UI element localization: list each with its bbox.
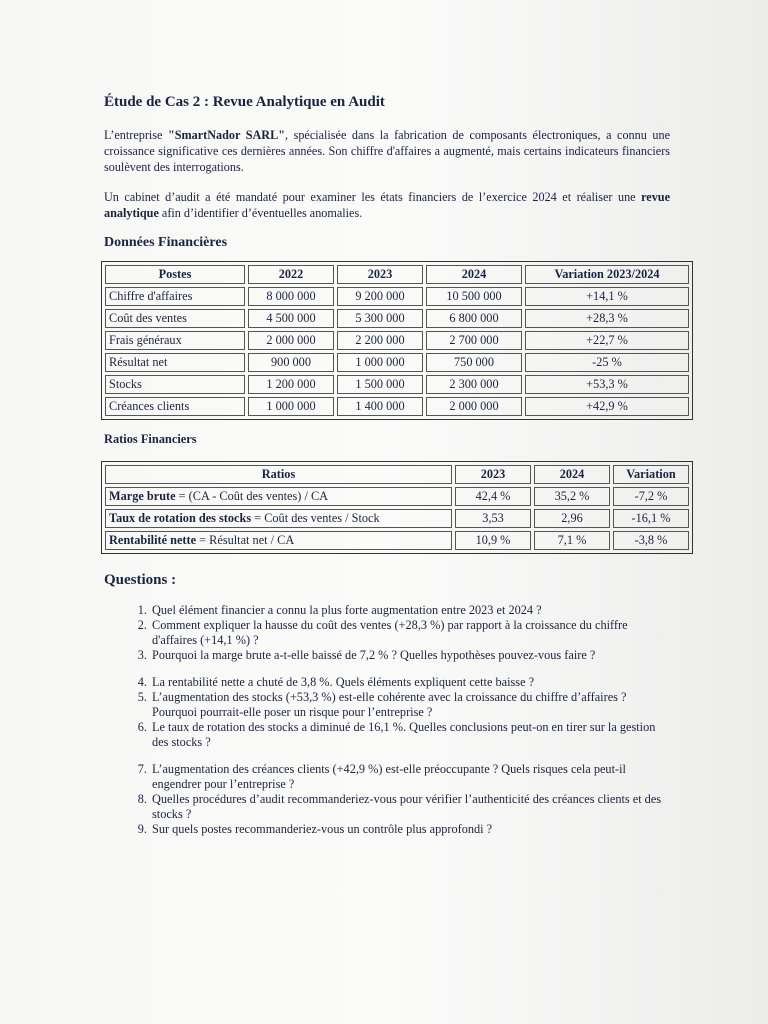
- table-cell: 5 300 000: [337, 309, 423, 328]
- table-cell: 1 400 000: [337, 397, 423, 416]
- ratio-label: [105, 509, 452, 528]
- table-cell: -25 %: [525, 353, 689, 372]
- list-item: 9. Sur quels postes recommanderiez-vous un contrôle plus approfondi ?: [150, 822, 670, 837]
- ratio-label: [105, 531, 452, 550]
- table-cell: 900 000: [248, 353, 334, 372]
- list-item: 1. Quel élément financier a connu la plus forte augmentation entre 2023 et 2024 ?: [150, 603, 670, 618]
- table-cell: 1 500 000: [337, 375, 423, 394]
- row-label: Résultat net: [105, 353, 245, 372]
- list-item: 6. Le taux de rotation des stocks a diminué de 16,1 %. Quelles conclusions peut-on en tirer sur la gestion des stocks ?: [150, 720, 670, 750]
- ratio-name: Rentabilité nette: [109, 533, 197, 547]
- intro-text: L’entreprise: [104, 128, 168, 142]
- table-header-row: [105, 265, 689, 284]
- list-item: 5. L’augmentation des stocks (+53,3 %) est-elle cohérente avec la croissance du chiffre d’affaires ? Pourquoi pourrait-elle poser un risque pour l’entreprise ?: [150, 690, 670, 720]
- row-label: Coût des ventes: [105, 309, 245, 328]
- row-label: Stocks: [105, 375, 245, 394]
- table-row: [105, 331, 689, 350]
- table-cell: 8 000 000: [248, 287, 334, 306]
- ratios-heading: Ratios Financiers: [104, 432, 197, 446]
- row-label: Créances clients: [105, 397, 245, 416]
- table-row: [105, 531, 689, 550]
- intro-paragraph-1: [104, 127, 670, 175]
- row-label: Chiffre d'affaires: [105, 287, 245, 306]
- table-cell: 2 300 000: [426, 375, 522, 394]
- table-cell: 2 700 000: [426, 331, 522, 350]
- table-cell: 10,9 %: [455, 531, 531, 550]
- list-item: 8. Quelles procédures d’audit recommanderiez-vous pour vérifier l’authenticité des créances clients et des stocks ?: [150, 792, 670, 822]
- list-item: 4. La rentabilité nette a chuté de 3,8 %. Quels éléments expliquent cette baisse ?: [150, 675, 670, 690]
- list-item: 2. Comment expliquer la hausse du coût des ventes (+28,3 %) par rapport à la croissance du chiffre d'affaires (+14,1 %) ?: [150, 618, 670, 648]
- table-cell: 2 000 000: [248, 331, 334, 350]
- ratio-name: Marge brute: [109, 489, 176, 503]
- table-cell: 42,4 %: [455, 487, 531, 506]
- table-cell: 3,53: [455, 509, 531, 528]
- table-cell: 1 000 000: [337, 353, 423, 372]
- list-item: 3. Pourquoi la marge brute a-t-elle baissé de 7,2 % ? Quelles hypothèses pouvez-vous faire ?: [150, 648, 670, 663]
- ratio-formula: = (CA - Coût des ventes) / CA: [175, 489, 329, 503]
- document-content: [104, 94, 676, 837]
- table-cell: 6 800 000: [426, 309, 522, 328]
- table-cell: 4 500 000: [248, 309, 334, 328]
- table-row: [105, 509, 689, 528]
- ratio-formula: = Coût des ventes / Stock: [251, 511, 380, 525]
- ratio-name: Taux de rotation des stocks: [109, 511, 252, 525]
- table-cell: -16,1 %: [613, 509, 689, 528]
- list-item: 7. L’augmentation des créances clients (+42,9 %) est-elle préoccupante ? Quels risques cela peut-il engendrer pour l’entreprise ?: [150, 762, 670, 792]
- page-title: Étude de Cas 2 : Revue Analytique en Audit: [104, 94, 385, 110]
- column-header: 2024: [534, 465, 610, 484]
- column-header: 2024: [426, 265, 522, 284]
- table-cell: +53,3 %: [525, 375, 689, 394]
- table-row: [105, 397, 689, 416]
- column-header: Variation 2023/2024: [525, 265, 689, 284]
- table-cell: 2 200 000: [337, 331, 423, 350]
- column-header: 2023: [337, 265, 423, 284]
- table-cell: -7,2 %: [613, 487, 689, 506]
- questions-heading: Questions :: [104, 572, 177, 588]
- table-cell: 7,1 %: [534, 531, 610, 550]
- table-cell: 1 200 000: [248, 375, 334, 394]
- table-cell: 2 000 000: [426, 397, 522, 416]
- questions-list: [104, 603, 670, 837]
- table-cell: 35,2 %: [534, 487, 610, 506]
- intro-text: afin d’identifier d’éventuelles anomalies.: [158, 206, 363, 220]
- table-cell: 2,96: [534, 509, 610, 528]
- intro-text: Un cabinet d’audit a été mandaté pour examiner les états financiers de l’exercice 2024 et réaliser une: [104, 190, 642, 204]
- table-cell: +42,9 %: [525, 397, 689, 416]
- column-header: 2022: [248, 265, 334, 284]
- table-cell: +28,3 %: [525, 309, 689, 328]
- column-header: 2023: [455, 465, 531, 484]
- column-header: Ratios: [105, 465, 452, 484]
- table-header-row: [105, 465, 689, 484]
- column-header: Variation: [613, 465, 689, 484]
- intro-emphasis: revue analytique: [104, 190, 670, 220]
- table-cell: 1 000 000: [248, 397, 334, 416]
- financial-data-heading: Données Financières: [104, 235, 228, 250]
- column-header: Postes: [105, 265, 245, 284]
- row-label: Frais généraux: [105, 331, 245, 350]
- table-cell: 750 000: [426, 353, 522, 372]
- table-cell: 9 200 000: [337, 287, 423, 306]
- intro-paragraph-2: [104, 189, 670, 221]
- intro-text: , spécialisée dans la fabrication de composants électroniques, a connu une croissance significative ces dernières années. Son chiffre d'affaires a augmenté, mais certains indicateurs financiers soulèvent des interrogations.: [104, 128, 670, 174]
- ratio-label: [105, 487, 452, 506]
- table-cell: +22,7 %: [525, 331, 689, 350]
- table-row: [105, 375, 689, 394]
- table-row: [105, 287, 689, 306]
- company-name: "SmartNador SARL": [167, 128, 285, 142]
- table-row: [105, 309, 689, 328]
- table-row: [105, 487, 689, 506]
- table-cell: 10 500 000: [426, 287, 522, 306]
- ratios-table: [101, 461, 693, 554]
- table-row: [105, 353, 689, 372]
- table-cell: +14,1 %: [525, 287, 689, 306]
- table-cell: -3,8 %: [613, 531, 689, 550]
- ratio-formula: = Résultat net / CA: [196, 533, 295, 547]
- financial-data-table: [101, 261, 693, 420]
